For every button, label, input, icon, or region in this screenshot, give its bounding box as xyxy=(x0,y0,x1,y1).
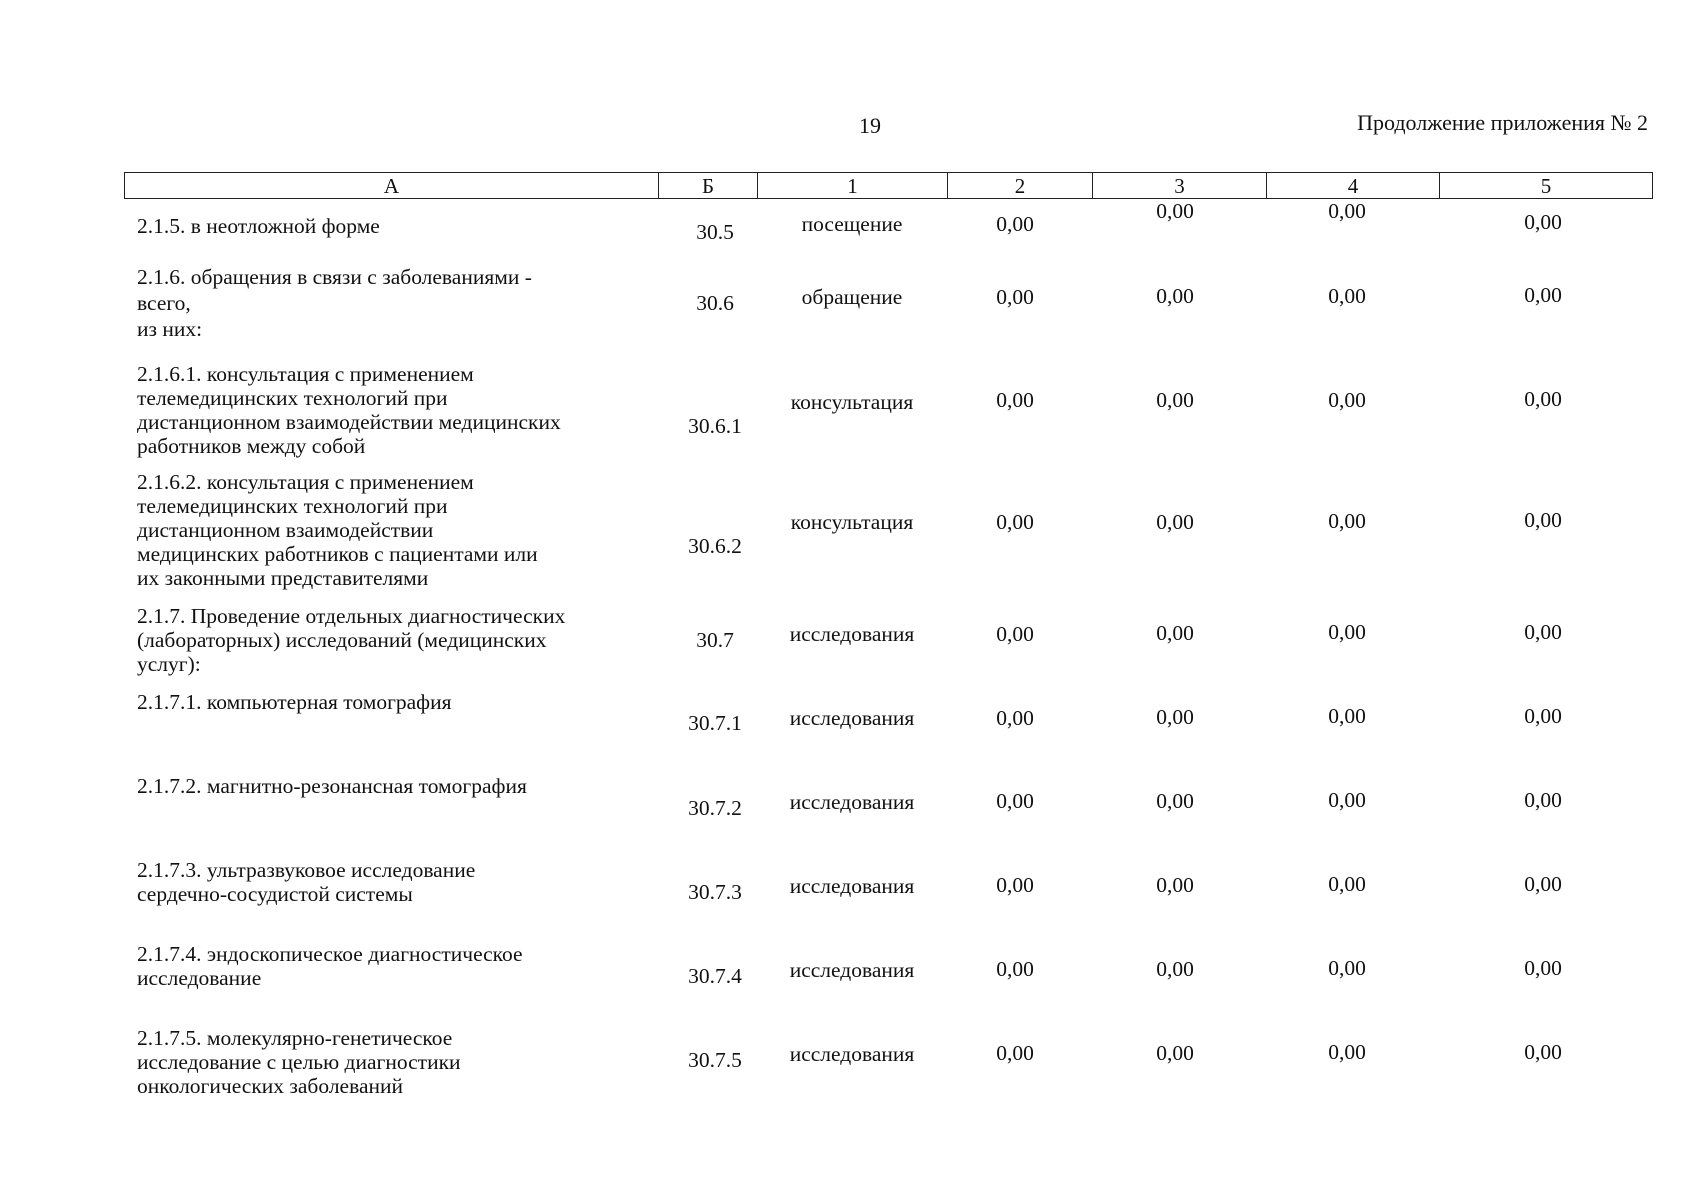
header-col-b: Б xyxy=(659,173,758,199)
row-description: 2.1.6.2. консультация с применением телемедицинских технологий при дистанционном взаимодействии медицинских работников с пациентами или их законными представителями xyxy=(137,470,538,590)
header-col-a: А xyxy=(125,173,659,199)
row-value-3: 0,00 xyxy=(1156,388,1194,412)
row-code: 30.6.2 xyxy=(688,534,742,558)
row-value-5: 0,00 xyxy=(1524,508,1562,532)
row-value-2: 0,00 xyxy=(996,1041,1034,1065)
row-value-5: 0,00 xyxy=(1524,387,1562,411)
row-value-5: 0,00 xyxy=(1524,788,1562,812)
row-value-3: 0,00 xyxy=(1156,1041,1194,1065)
row-value-4: 0,00 xyxy=(1328,199,1366,223)
row-value-3: 0,00 xyxy=(1156,199,1194,223)
row-unit: посещение xyxy=(801,212,903,236)
row-value-2: 0,00 xyxy=(996,789,1034,813)
row-code: 30.6.1 xyxy=(688,414,742,438)
row-unit: исследования xyxy=(789,622,915,646)
header-col-1: 1 xyxy=(758,173,948,199)
continuation-title: Продолжение приложения № 2 xyxy=(1357,110,1648,135)
row-value-4: 0,00 xyxy=(1328,1040,1366,1064)
row-code: 30.6 xyxy=(696,291,734,315)
row-description: 2.1.5. в неотложной форме xyxy=(137,214,380,238)
row-description: 2.1.7.5. молекулярно-генетическое исследование с целью диагностики онкологических заболеваний xyxy=(137,1026,461,1098)
row-value-4: 0,00 xyxy=(1328,956,1366,980)
row-value-2: 0,00 xyxy=(996,706,1034,730)
row-value-4: 0,00 xyxy=(1328,620,1366,644)
row-value-2: 0,00 xyxy=(996,388,1034,412)
row-unit: исследования xyxy=(789,706,915,730)
row-value-3: 0,00 xyxy=(1156,621,1194,645)
row-value-5: 0,00 xyxy=(1524,872,1562,896)
row-unit: консультация xyxy=(790,390,914,414)
header-col-4: 4 xyxy=(1267,173,1440,199)
row-value-4: 0,00 xyxy=(1328,284,1366,308)
row-value-3: 0,00 xyxy=(1156,705,1194,729)
row-description: 2.1.7.4. эндоскопическое диагностическое исследование xyxy=(137,942,523,990)
row-value-2: 0,00 xyxy=(996,212,1034,236)
row-value-3: 0,00 xyxy=(1156,284,1194,308)
row-value-3: 0,00 xyxy=(1156,957,1194,981)
row-value-3: 0,00 xyxy=(1156,789,1194,813)
row-value-5: 0,00 xyxy=(1524,283,1562,307)
row-description: 2.1.7.2. магнитно-резонансная томография xyxy=(137,774,527,798)
row-value-5: 0,00 xyxy=(1524,956,1562,980)
row-value-2: 0,00 xyxy=(996,510,1034,534)
row-value-4: 0,00 xyxy=(1328,704,1366,728)
row-value-2: 0,00 xyxy=(996,622,1034,646)
row-code: 30.7 xyxy=(696,628,734,652)
row-description: 2.1.7.3. ультразвуковое исследование сердечно-сосудистой системы xyxy=(137,858,476,906)
row-value-5: 0,00 xyxy=(1524,1040,1562,1064)
row-description: 2.1.6.1. консультация с применением телемедицинских технологий при дистанционном взаимодействии медицинских работников между собой xyxy=(137,362,561,458)
row-value-2: 0,00 xyxy=(996,285,1034,309)
row-value-3: 0,00 xyxy=(1156,873,1194,897)
row-value-3: 0,00 xyxy=(1156,510,1194,534)
row-code: 30.5 xyxy=(696,220,734,244)
row-unit: исследования xyxy=(789,790,915,814)
row-value-5: 0,00 xyxy=(1524,210,1562,234)
row-unit: исследования xyxy=(789,958,915,982)
row-code: 30.7.3 xyxy=(688,880,742,904)
row-value-2: 0,00 xyxy=(996,873,1034,897)
row-unit: консультация xyxy=(790,510,914,534)
header-col-3: 3 xyxy=(1093,173,1267,199)
row-unit: исследования xyxy=(789,1042,915,1066)
page-number: 19 xyxy=(859,113,881,138)
row-unit: исследования xyxy=(789,874,915,898)
row-description: 2.1.7.1. компьютерная томография xyxy=(137,690,452,714)
header-col-2: 2 xyxy=(948,173,1093,199)
row-value-4: 0,00 xyxy=(1328,788,1366,812)
row-code: 30.7.2 xyxy=(688,796,742,820)
row-value-2: 0,00 xyxy=(996,957,1034,981)
row-code: 30.7.5 xyxy=(688,1048,742,1072)
row-value-4: 0,00 xyxy=(1328,509,1366,533)
row-value-4: 0,00 xyxy=(1328,872,1366,896)
row-description: 2.1.6. обращения в связи с заболеваниями - всего, из них: xyxy=(137,265,532,341)
row-description: 2.1.7. Проведение отдельных диагностических (лабораторных) исследований (медицинских услуг): xyxy=(137,604,566,676)
row-value-5: 0,00 xyxy=(1524,620,1562,644)
row-value-5: 0,00 xyxy=(1524,704,1562,728)
row-unit: обращение xyxy=(801,285,903,309)
header-col-5: 5 xyxy=(1440,173,1653,199)
row-code: 30.7.1 xyxy=(688,711,742,735)
row-value-4: 0,00 xyxy=(1328,388,1366,412)
row-code: 30.7.4 xyxy=(688,964,742,988)
